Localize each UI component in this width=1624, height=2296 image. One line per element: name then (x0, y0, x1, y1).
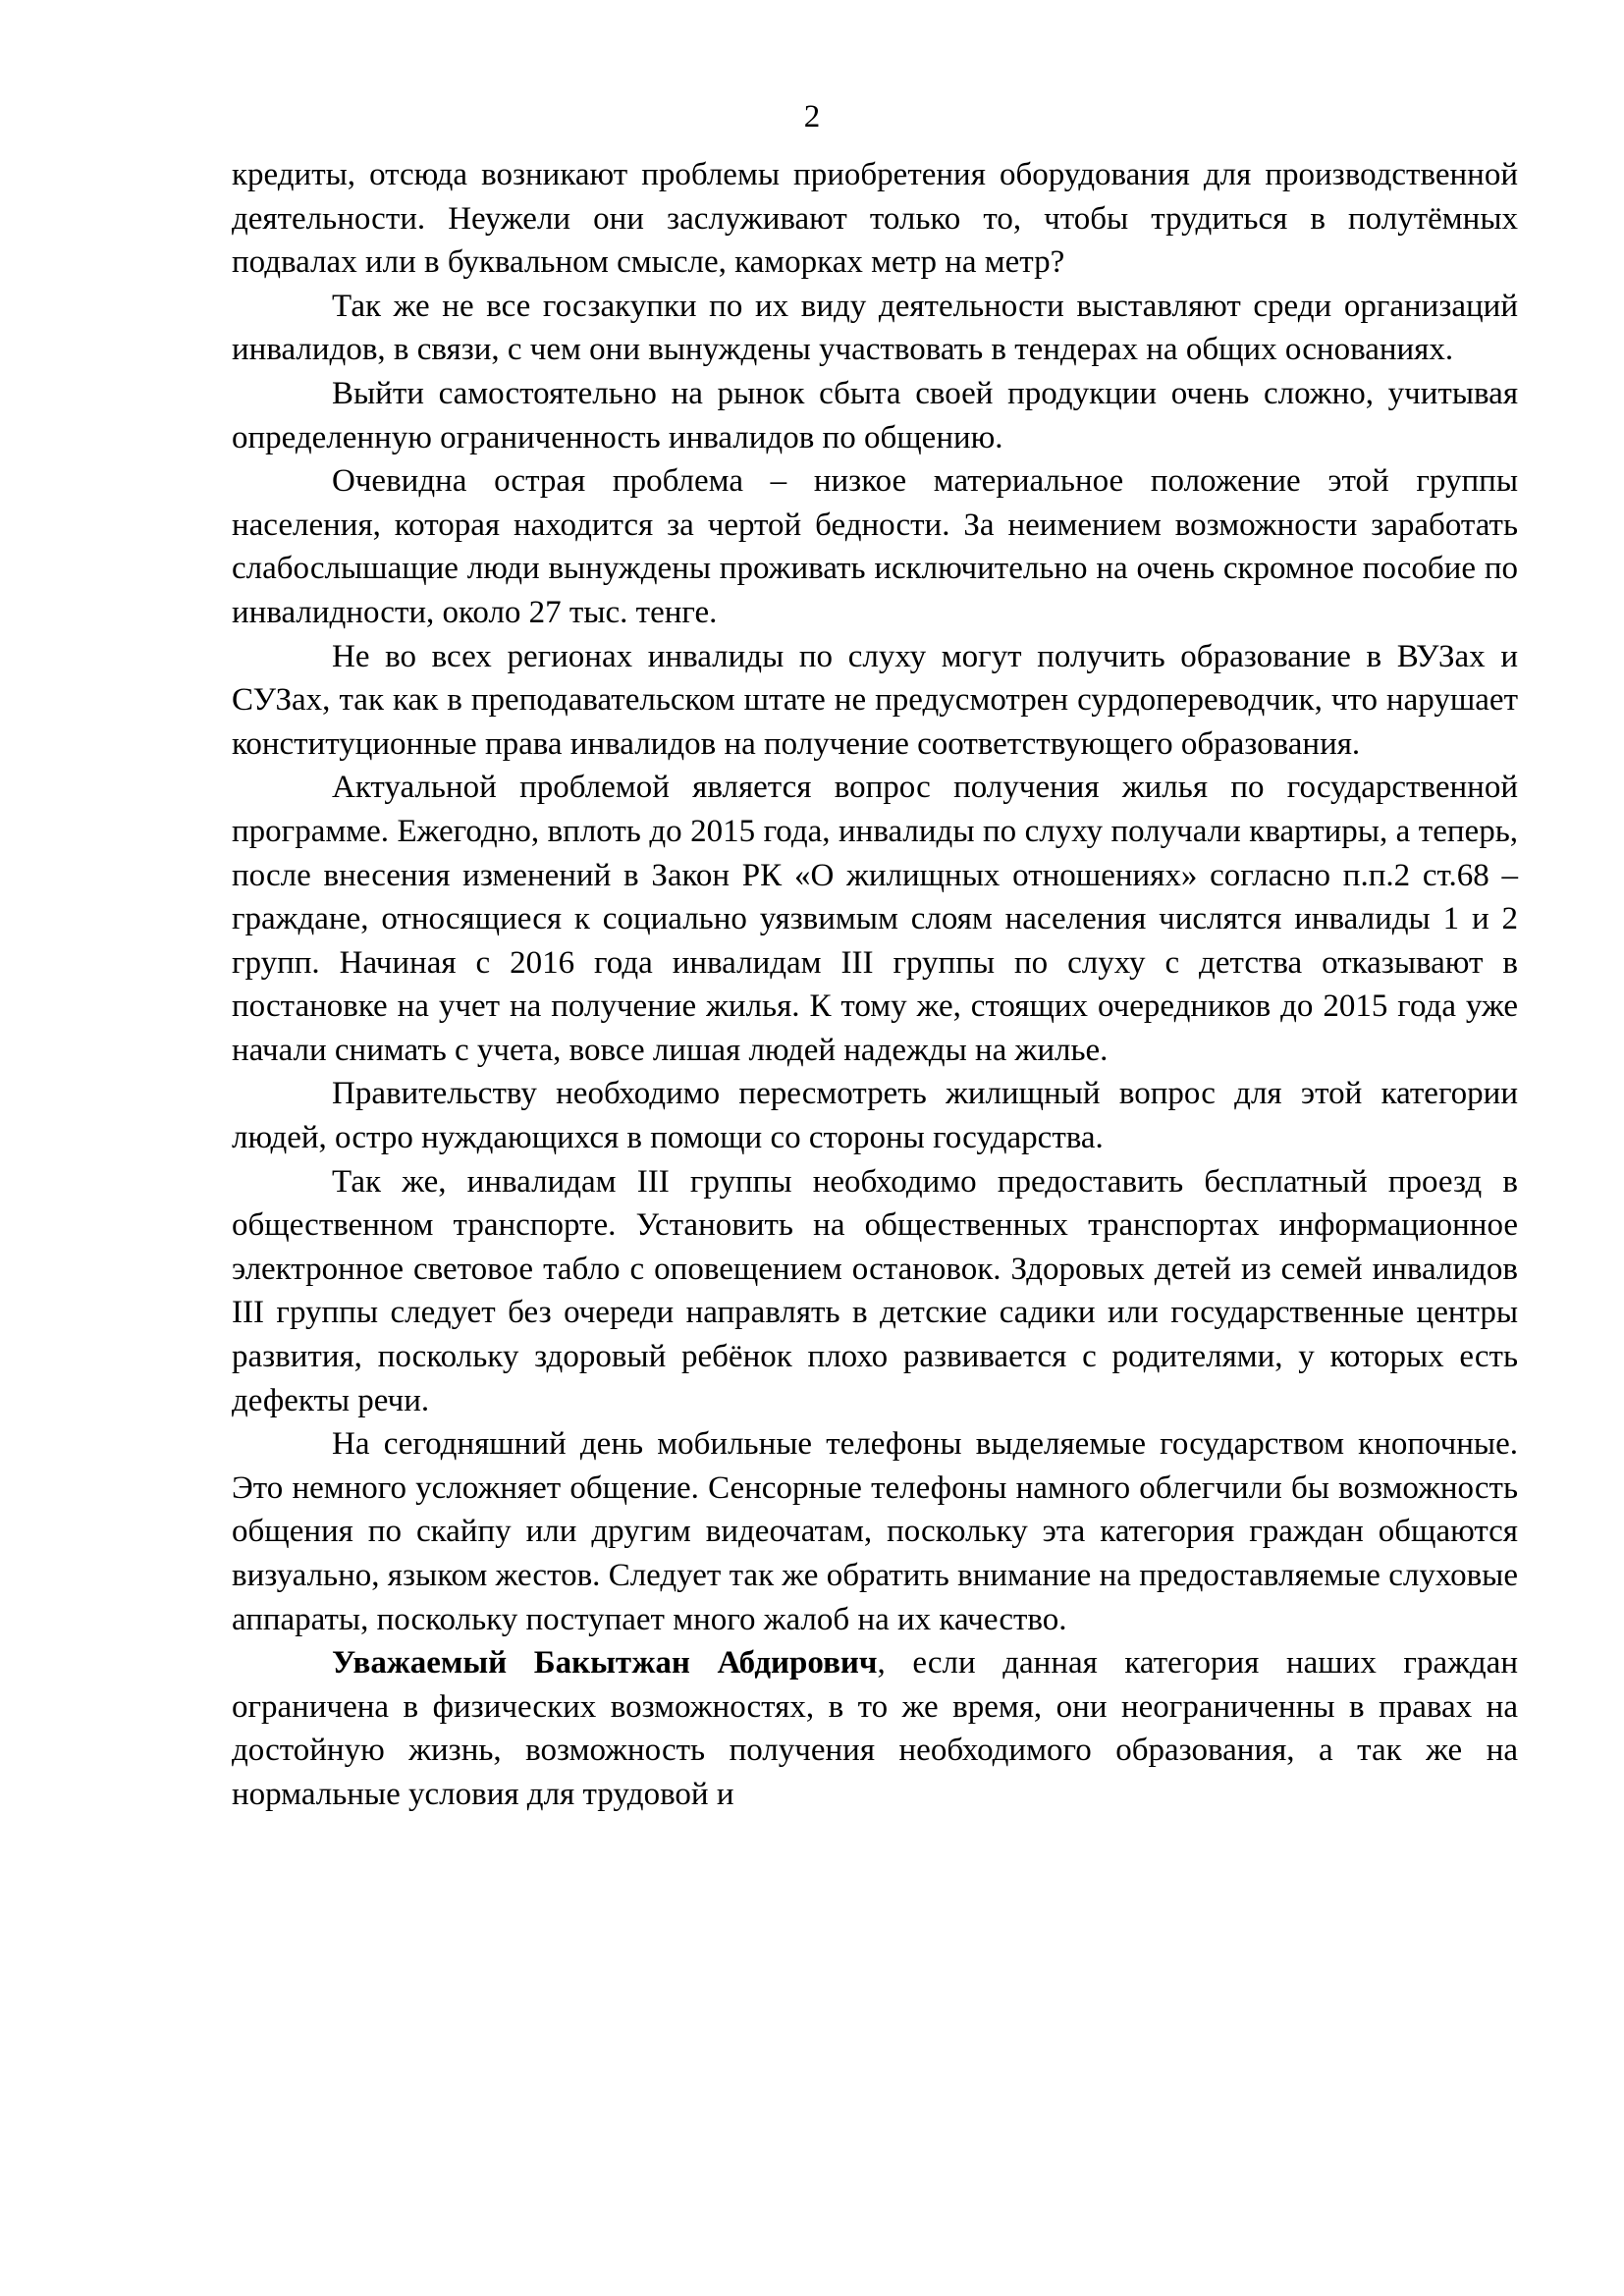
paragraph: Не во всех регионах инвалиды по слуху могут получить образование в ВУЗах и СУЗах, так как в преподавательском штате не предусмотрен сурдопереводчик, что нарушает конституционные права инвалидов на получение соответствующего образования. (232, 638, 1518, 762)
paragraph: Так же, инвалидам III группы необходимо предоставить бесплатный проезд в общественном транспорте. Установить на общественных транспортах информационное электронное световое табло с оповещением остановок. Здоровых детей из семей инвалидов III группы следует без очереди направлять в детские садики или государственные центры развития, поскольку здоровый ребёнок плохо развивается с родителями, у которых есть дефекты речи. (232, 1163, 1518, 1418)
paragraph-closing-text: , если данная категория наших граждан ограничена в физических возможностях, в то же время, они неограниченны в правах на достойную жизнь, возможность получения необходимого образования, а так же на нормальные условия для трудовой и (232, 1645, 1518, 1812)
paragraph: Правительству необходимо пересмотреть жилищный вопрос для этой категории людей, остро нуждающихся в помощи со стороны государства. (232, 1076, 1518, 1156)
paragraph: Очевидна острая проблема – низкое материальное положение этой группы населения, которая находится за чертой бедности. За неимением возможности заработать слабослышащие люди вынуждены проживать исключительно на очень скромное пособие по инвалидности, около 27 тыс. тенге. (232, 463, 1518, 630)
paragraph: Так же не все госзакупки по их виду деятельности выставляют среди организаций инвалидов, в связи, с чем они вынуждены участвовать в тендерах на общих основаниях. (232, 288, 1518, 368)
paragraph: кредиты, отсюда возникают проблемы приобретения оборудования для производственной деятельности. Неужели они заслуживают только то, чтобы трудиться в полутёмных подвалах или в буквальном смысле, каморках метр на метр? (232, 157, 1518, 281)
page-number: 2 (803, 99, 821, 134)
paragraph-closing (232, 1641, 1518, 1816)
paragraph: На сегодняшний день мобильные телефоны выделяемые государством кнопочные. Это немного усложняет общение. Сенсорные телефоны намного облегчили бы возможность общения по скайпу или другим видеочатам, поскольку эта категория граждан общаются визуально, языком жестов. Следует так же обратить внимание на предоставляемые слуховые аппараты, поскольку поступает много жалоб на их качество. (232, 1426, 1518, 1637)
addressee-name: Уважаемый Бакытжан Абдирович (332, 1645, 878, 1682)
document-body (232, 153, 1518, 1817)
paragraph: Выйти самостоятельно на рынок сбыта своей продукции очень сложно, учитывая определенную ограниченность инвалидов по общению. (232, 375, 1518, 455)
paragraph: Актуальной проблемой является вопрос получения жилья по государственной программе. Ежегодно, вплоть до 2015 года, инвалиды по слуху получали квартиры, а теперь, после внесения изменений в Закон РК «О жилищных отношениях» согласно п.п.2 ст.68 – граждане, относящиеся к социально уязвимым слоям населения числятся инвалиды 1 и 2 групп. Начиная с 2016 года инвалидам III группы по слуху с детства отказывают в постановке на учет на получение жилья. К тому же, стоящих очередников до 2015 года уже начали снимать с учета, вовсе лишая людей надежды на жилье. (232, 770, 1518, 1068)
